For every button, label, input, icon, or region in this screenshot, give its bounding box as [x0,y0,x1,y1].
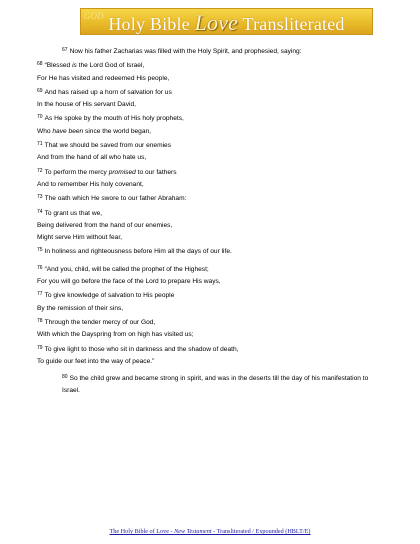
verse-text: That we should be saved from our enemies [44,142,172,150]
verse-text: To give light to those who sit in darkness and the shadow of death, [44,345,239,353]
verse-text: promised [108,168,136,176]
verse-text: For you will go before the face of the Lord to prepare His ways, [37,278,221,286]
verse-number: 69 [37,87,43,94]
verse-line [37,220,387,232]
verse-text: Now his father Zacharias was filled with the Holy Spirit, and prophesied, saying: [69,48,302,55]
verse-text: And to remember His holy covenant, [37,180,144,188]
verse-number: 78 [37,317,43,324]
verse-text: Who [37,127,53,135]
verse-line [37,356,387,368]
verse-text: is [72,62,77,70]
verse-number: 76 [37,264,43,271]
banner-title-part2: Transliterated [242,14,345,34]
verse-text: “And you, child, will be called the prophet of the Highest; [44,265,209,273]
verse-number: 70 [37,114,43,121]
verse-number: 67 [62,47,68,53]
footer-part3: - Transliterated / Expounded (HBLT/E) [211,528,311,535]
verse-text: To grant us that we, [44,209,103,217]
verse-number: 71 [37,141,43,148]
verse-line [37,73,387,85]
verse-number: 79 [37,344,43,351]
verse-number: 68 [37,61,43,68]
banner-decoration: GOD [84,11,104,21]
verse-line [37,276,387,288]
verse-number: 74 [37,208,43,215]
verse-line [37,126,387,138]
verse-text: the Lord God of Israel, [76,62,145,70]
verse-text: Through the tender mercy of our God, [44,318,156,326]
verse-text: “Blessed [44,62,73,70]
verse-line [37,232,387,244]
verse-number: 80 [62,374,68,381]
verse-number: 75 [37,247,43,254]
verse-text: And has raised up a horn of salvation for us [44,88,172,96]
verse-text: The oath which He swore to our father Abraham: [44,195,187,203]
verse-text: For He has visited and redeemed His people, [37,74,170,82]
verse-line [37,329,387,341]
verse-text: In the house of His servant David, [37,101,136,109]
verse-line [37,371,387,398]
verse-line [37,303,387,315]
verse-line [37,58,387,72]
verse-text: since the world began, [83,127,152,135]
scripture-text [37,44,387,398]
verse-text: With which the Dayspring from on high has visited us; [37,331,194,339]
verse-text: To give knowledge of salvation to His people [44,292,175,300]
verse-number: 73 [37,194,43,201]
footer-part2: New Testament [174,528,212,535]
footer-part1: The Holy Bible of Love - [109,528,175,535]
verse-line [37,165,387,179]
verse-text: Being delivered from the hand of our enemies, [37,221,173,229]
verse-text: And from the hand of all who hate us, [37,154,147,162]
verse-text: have been [52,127,84,135]
verse-line [37,315,387,329]
verse-line [37,191,387,205]
verse-text: By the remission of their sins, [37,304,124,312]
verse-line [37,85,387,99]
verse-line [37,206,387,220]
verse-text: In holiness and righteousness before Him all the days of our life. [44,248,232,256]
verse-line [37,342,387,356]
verse-text: So the child grew and became strong in spirit, and was in the deserts till the day of his manifestation to Israel. [62,375,369,395]
footer-link[interactable] [0,528,420,535]
banner-title [80,10,373,35]
banner-title-part1: Holy Bible [108,14,190,34]
verse-number: 77 [37,291,43,298]
verse-line [37,179,387,191]
verse-line [37,244,387,258]
verse-text: As He spoke by the mouth of His holy prophets, [44,115,184,123]
verse-text: to our fathers [135,168,177,176]
verse-text: Might serve Him without fear, [37,234,123,242]
verse-line [37,262,387,276]
header-banner [80,8,373,35]
verse-text: To perform the mercy [44,168,109,176]
verse-line [37,111,387,125]
verse-line [37,44,387,58]
verse-line [37,152,387,164]
verse-line [37,99,387,111]
verse-line [37,288,387,302]
verse-text: To guide our feet into the way of peace.” [37,357,155,365]
banner-title-love: Love [194,10,239,35]
verse-number: 72 [37,167,43,174]
verse-line [37,138,387,152]
